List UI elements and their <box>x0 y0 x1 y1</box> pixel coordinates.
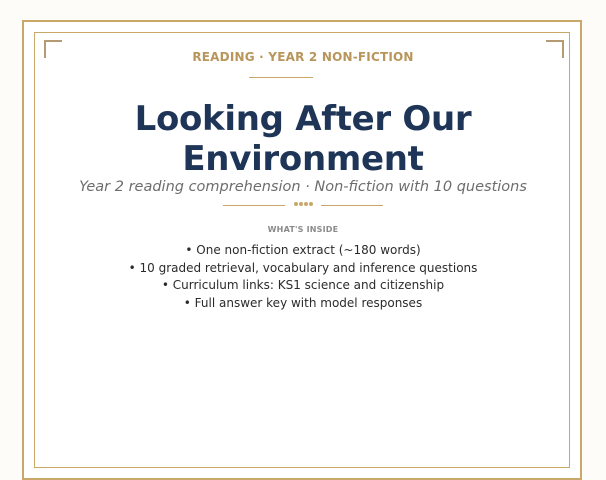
list-item: • Full answer key with model responses <box>183 295 423 310</box>
list-item: • One non-fiction extract (~180 words) <box>185 243 421 257</box>
subject-label: READING · YEAR 2 NON-FICTION <box>192 50 414 64</box>
page-title <box>0 99 606 179</box>
title-line-1: Looking After Our <box>134 99 472 139</box>
contents-list <box>0 242 606 312</box>
page-subtitle: Year 2 reading comprehension · Non-fiction with 10 questions <box>79 179 527 195</box>
list-item: • 10 graded retrieval, vocabulary and inference questions <box>128 260 478 275</box>
title-line-2: Environment <box>182 139 424 179</box>
whats-inside-label: WHAT'S INSIDE <box>267 225 339 234</box>
ornamental-divider <box>223 202 383 210</box>
list-item: • Curriculum links: KS1 science and citizenship <box>161 278 445 292</box>
divider-line-right <box>321 205 383 206</box>
divider-line-left <box>223 205 285 206</box>
divider-dots <box>293 202 313 208</box>
title-divider <box>249 77 313 78</box>
